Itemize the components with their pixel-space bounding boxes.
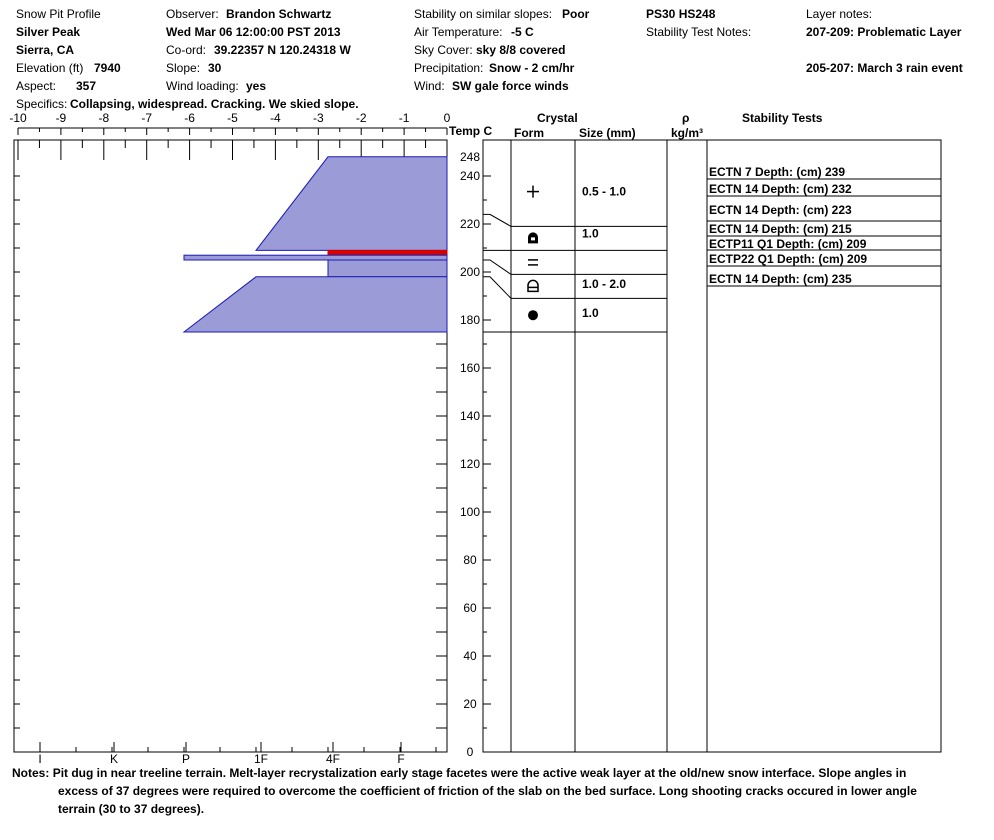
precip-value: Snow - 2 cm/hr [489,61,575,75]
height-tick-label: 220 [459,217,481,231]
temp-tick-label: -9 [55,111,67,125]
temp-tick-label: -6 [184,111,195,125]
stability-test-2: ECTN 14 Depth: (cm) 232 [709,182,852,196]
elevation-value: 7940 [94,61,121,75]
aspect-label: Aspect: [16,79,57,93]
height-tick-label: 140 [459,409,481,423]
temp-tick-label: -1 [398,111,410,125]
wind-loading-label: Wind loading: [166,79,239,93]
notes-line-3: terrain (30 to 37 degrees). [58,802,205,816]
temp-tick-label: -5 [227,111,238,125]
col-crystal: Crystal [537,111,578,125]
height-tick-label: 200 [459,265,481,279]
title: Snow Pit Profile [16,7,101,21]
sky-cover-value: sky 8/8 covered [476,43,566,57]
observer-label: Observer: [166,7,219,21]
location-name: Silver Peak [16,25,81,39]
layer-size: 1.0 - 2.0 [582,277,627,291]
wind-value: SW gale force winds [452,79,569,93]
hardness-layer-upper [256,157,447,251]
hardness-tick-label: 4F [325,752,341,766]
slope-label: Slope: [166,61,201,75]
aspect-value: 357 [76,79,97,93]
height-tick-label: 40 [463,649,477,663]
sky-cover-label: Sky Cover: [414,43,473,57]
height-tick-label: 248 [459,149,481,164]
layer-connector [483,277,511,299]
layer-size: 0.5 - 1.0 [582,184,627,199]
col-density-unit: kg/m³ [671,126,704,140]
height-tick-label: 160 [459,361,481,375]
stability-test-4: ECTN 14 Depth: (cm) 215 [709,222,852,236]
height-tick-label: 20 [463,697,477,711]
notes-label: Notes: [12,766,50,780]
stability-test-5: ECTP11 Q1 Depth: (cm) 209 [709,237,867,251]
hardness-layer-lower [184,277,447,332]
height-tick-label: 60 [463,601,477,615]
temp-tick-label: -7 [141,111,153,125]
col-size: Size (mm) [579,126,636,140]
stability-label: Stability on similar slopes: [414,7,553,21]
hardness-tick-label: K [109,752,119,766]
date: Wed Mar 06 12:00:00 PST 2013 [166,25,341,39]
temp-tick-label: -8 [98,111,110,125]
notes [12,764,942,818]
elevation-label: Elevation (ft) [16,61,84,75]
stability-test-7: ECTN 14 Depth: (cm) 235 [709,272,852,286]
notes-line-2: excess of 37 degrees were required to overcome the coefficient of friction of the slab on the bed surface. Long shooting cracks occured in lower angle [58,784,917,798]
hardness-layer-mid [328,260,447,277]
col-stability: Stability Tests [742,111,823,125]
air-temp-label: Air Temperature: [414,25,503,39]
location-region: Sierra, CA [16,43,75,57]
height-tick-label: 100 [459,505,481,519]
hardness-profile [184,157,447,332]
col-temp: Temp C [449,124,493,138]
col-rho: ρ [682,111,690,125]
form-faceted-rounding [528,280,538,291]
hardness-layer-rain-crust [184,255,447,260]
stability-test-notes-label: Stability Test Notes: [646,25,752,39]
temp-tick-label: 0 [443,111,451,125]
specifics-value: Collapsing, widespread. Cracking. We skied slope. [70,97,359,111]
hardness-tick-label: I [38,752,42,766]
col-form: Form [514,126,544,140]
height-tick-label: 80 [463,553,477,567]
temperature-axis [9,111,450,160]
notes-line-1: Pit dug in near treeline terrain. Melt-layer recrystalization early stage facetes were the active weak layer at the old/new snow interface. Slope angles in [52,766,907,780]
coord-label: Co-ord: [166,43,207,57]
layer-notes-label: Layer notes: [806,7,873,21]
hardness-tick-label: 1F [253,752,269,766]
layer-note-2: 205-207: March 3 rain event [806,61,963,75]
observer-value: Brandon Schwartz [226,7,332,21]
height-tick-label: 180 [459,313,481,327]
specifics-label: Specifics: [16,97,68,111]
form-rounds [528,310,538,320]
air-temp-value: -5 C [511,25,534,39]
temp-tick-label: -4 [270,111,281,125]
temp-tick-label: -3 [312,111,324,125]
hardness-tick-label: F [397,752,405,766]
layer-size: 1.0 [582,226,599,241]
height-tick-label: 120 [459,457,481,471]
stability-test-3: ECTN 14 Depth: (cm) 223 [709,203,852,217]
layer-size: 1.0 [582,305,599,320]
precip-label: Precipitation: [414,61,484,75]
layer-note-1: 207-209: Problematic Layer [806,25,962,39]
height-tick-label: 0 [466,745,474,759]
stability-value: Poor [562,7,590,21]
stability-test-1: ECTN 7 Depth: (cm) 239 [709,165,846,179]
hardness-tick-label: P [181,752,191,766]
stability-test-6: ECTP22 Q1 Depth: (cm) 209 [709,252,868,266]
layer-connector [483,214,511,226]
height-tick-label: 240 [459,169,481,183]
temp-tick-label: -2 [355,111,367,125]
coord-value: 39.22357 N 120.24318 W [214,43,351,57]
wind-loading-value: yes [246,79,267,93]
wind-label: Wind: [414,79,445,93]
stability-tests [707,165,941,286]
hardness-layer-problematic [328,250,447,255]
slope-value: 30 [208,61,222,75]
temp-tick-label: -10 [9,111,27,125]
form-rounding-faceted-inner [531,237,535,240]
ps-hs: PS30 HS248 [646,7,716,21]
